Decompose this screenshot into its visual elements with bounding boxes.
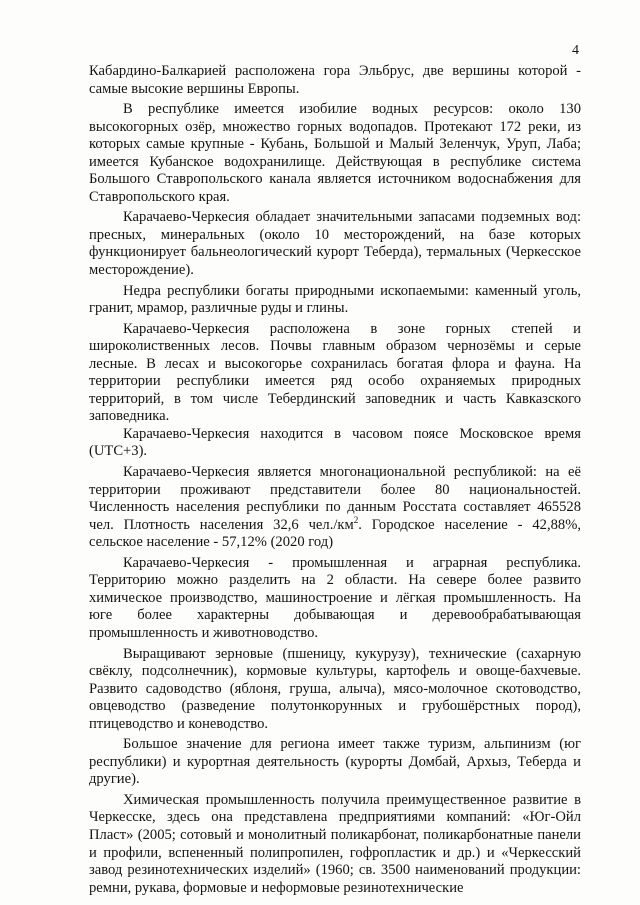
page-number: 4 (572, 43, 579, 58)
paragraph-minerals: Недра республики богаты природными ископаемыми: каменный уголь, гранит, мрамор, различные руды и глины. (89, 282, 581, 317)
population-text: Карачаево-Черкесия является многонациональной республикой: на её территории проживают представители более 80 национальностей. Численность населения республики по данным Росстата составляет 465528 чел. Плотность населения 32,6 чел./км (89, 464, 581, 533)
paragraph-population (89, 464, 581, 552)
superscript-square: 2 (353, 514, 359, 525)
paragraph-underground-water: Карачаево-Черкесия обладает значительными запасами подземных вод: пресных, минеральных (около 10 месторождений, на базе которых функционирует бальнеологический курорт Теберда), термальных (Черкесское месторождение). (89, 209, 581, 279)
paragraph-nature: Карачаево-Черкесия расположена в зоне горных степей и широколиственных лесов. Почвы главным образом чернозёмы и серые лесные. В лесах и высокогорье сохранилась богатая флора и фауна. На территории республики имеется ряд особо охраняемых природных территорий, в том числе Тебердинский заповедник и часть Кавказского заповедника. (89, 320, 581, 425)
paragraph-agriculture: Выращивают зерновые (пшеницу, кукурузу), технические (сахарную свёклу, подсолнечник), кормовые культуры, картофель и овоще-бахчевые. Развито садоводство (яблоня, груша, алыча), мясо-молочное скотоводство, овцеводство (разведение полутонкорунных и грубошёрстных пород), птицеводство и коневодство. (89, 645, 581, 732)
paragraph-tourism: Большое значение для региона имеет также туризм, альпинизм (юг республики) и курортная деятельность (курорты Домбай, Архыз, Теберда и другие). (89, 736, 581, 788)
paragraph-time-zone: Карачаево-Черкесия находится в часовом поясе Московское время (UTC+3). (89, 425, 581, 460)
paragraph-water-resources: В республике имеется изобилие водных ресурсов: около 130 высокогорных озёр, множество горных водопадов. Протекают 172 реки, из которых самые крупные - Кубань, Большой и Малый Зеленчук, Уруп, Лаба; имеется Кубанское водохранилище. Действующая в республике система Большого Ставропольского канала является источником водоснабжения для Ставропольского края. (89, 101, 581, 205)
paragraph-economy: Карачаево-Черкесия - промышленная и аграрная республика. Территорию можно разделить на 2 области. На севере более развито химическое производство, машиностроение и лёгкая промышленность. На юге более характерны добывающая и деревообрабатывающая промышленность и животноводство. (89, 554, 581, 641)
paragraph-chemical-industry: Химическая промышленность получила преимущественное развитие в Черкесске, здесь она представлена предприятиями компаний: «Юг-Ойл Пласт» (2005; сотовый и монолитный поликарбонат, поликарбонатные панели и профили, вспененный полипропилен, гофропластик и др.) и «Черкесский завод резинотехнических изделий» (1960; св. 3500 наименований продукции: ремни, рукава, формовые и неформовые резинотехнические (89, 791, 581, 896)
text-body (89, 63, 581, 900)
paragraph-elbrus: Кабардино-Балкарией расположена гора Эльбрус, две вершины которой - самые высокие вершины Европы. (89, 63, 581, 97)
population-text-rest: . Городское население - 42,88%, сельское население - 57,12% (2020 год) (89, 516, 581, 551)
